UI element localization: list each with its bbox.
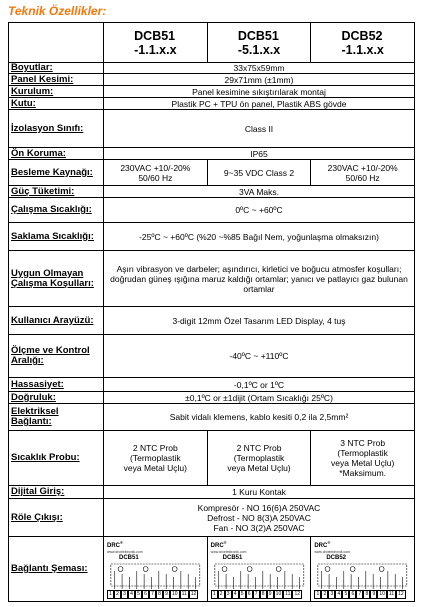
- terminal-number: 11: [388, 591, 395, 597]
- row-uygun-olmayan: [9, 251, 414, 307]
- model-header-row: [9, 23, 414, 63]
- model-col-3: DCB52 -1.1.x.x: [341, 28, 384, 57]
- value-hassasiyet: -0,1ºC or 1ºC: [233, 379, 285, 390]
- diagram-url: www.drcelektronik.com: [210, 550, 247, 554]
- terminal-number: 9: [267, 590, 274, 599]
- value-besleme-3: 230VAC +10/-20% 50/60 Hz: [327, 162, 398, 183]
- value-kutu: Plastik PC + TPU ön panel, Plastik ABS gövde: [171, 98, 347, 109]
- header-blank-cell: [9, 23, 104, 62]
- registered-mark: ®: [327, 540, 331, 545]
- terminal-number: 1: [107, 590, 114, 599]
- value-calisma: 0ºC ~ +60ºC: [235, 205, 283, 215]
- terminal-number: 6: [142, 590, 149, 599]
- value-dogruluk: ±0,1ºC or ±1dijit (Ortam Sıcaklığı 25ºC): [185, 392, 333, 403]
- label-sicaklik-probu: Sıcaklık Probu:: [9, 431, 104, 485]
- wiring-diagram-2: [208, 537, 312, 601]
- diagram-component: [325, 567, 330, 572]
- terminal-number: 12: [190, 591, 197, 597]
- terminal-number: 1: [211, 590, 218, 599]
- terminal-number: 6: [349, 590, 356, 599]
- value-dijital: 1 Kuru Kontak: [232, 487, 286, 497]
- terminal-number: 9: [370, 590, 377, 599]
- label-arayuz: Kullanıcı Arayüzü:: [9, 307, 104, 334]
- registered-mark: ®: [223, 540, 227, 545]
- diagram-component: [118, 567, 123, 572]
- terminal-strip: [107, 590, 204, 599]
- row-elektriksel: [9, 404, 414, 431]
- terminal-number: 4: [232, 590, 239, 599]
- value-prob-2: 2 NTC Prob (Termoplastik veya Metal Uçlu): [208, 431, 312, 485]
- label-kurulum: Kurulum:: [9, 86, 104, 97]
- row-calisma: [9, 198, 414, 223]
- value-elektriksel: Sabit vidalı klemens, kablo kesiti 0,2 ila 2,5mm²: [169, 412, 349, 422]
- diagram-brand: DRC®: [107, 540, 123, 549]
- terminal-number: 10: [172, 591, 178, 597]
- value-prob-3: 3 NTC Prob (Termoplastik veya Metal Uçlu) *Maksimum.: [331, 438, 395, 478]
- terminal-strip: [211, 590, 308, 599]
- value-role: Kompresör - NO 16(6)A 250VAC Defrost - NO 8(3)A 250VAC Fan - NO 3(2)A 250VAC: [197, 502, 321, 533]
- terminal-number: 3: [225, 590, 232, 599]
- terminal-number: 8: [363, 590, 370, 599]
- row-kutu: [9, 98, 414, 110]
- terminal-number: 4: [335, 590, 342, 599]
- terminal-number: 3: [328, 590, 335, 599]
- row-dijital: [9, 486, 414, 499]
- diagram-model: DCB51: [222, 555, 243, 561]
- value-saklama: -25ºC ~ +60ºC (%20 ~%85 Bağıl Nem, yoğunlaşma olmaksızın): [139, 231, 379, 242]
- diagram-frame: [215, 564, 304, 586]
- row-boyutlar: [9, 63, 414, 74]
- label-dijital: Dijital Giriş:: [9, 486, 104, 498]
- label-izolasyon: İzolasyon Sınıfı:: [9, 110, 104, 147]
- value-prob-1: 2 NTC Prob (Termoplastik veya Metal Uçlu): [104, 431, 208, 485]
- row-izolasyon: [9, 110, 414, 148]
- terminal-number: 11: [181, 591, 187, 597]
- value-besleme-2: 9~35 VDC Class 2: [208, 160, 312, 185]
- label-panel-kesimi: Panel Kesimi:: [9, 74, 104, 85]
- terminal-number: 7: [253, 590, 260, 599]
- value-boyutlar: 33x75x59mm: [233, 63, 285, 73]
- wiring-diagrams: [104, 537, 414, 601]
- row-kurulum: [9, 86, 414, 98]
- label-uygun-olmayan: Uygun Olmayan Çalışma Koşulları:: [9, 251, 104, 306]
- diagram-url: www.drcelektronik.com: [314, 550, 351, 554]
- terminal-number: 6: [246, 590, 253, 599]
- diagram-brand: DRC®: [210, 540, 227, 549]
- row-guc: [9, 186, 414, 198]
- diagram-url: www.drcelektronik.com: [107, 550, 143, 554]
- row-besleme: [9, 160, 414, 186]
- terminal-number: 2: [114, 590, 121, 599]
- terminal-number: 10: [275, 591, 282, 597]
- label-boyutlar: Boyutlar:: [9, 63, 104, 73]
- terminal-number: 9: [163, 590, 170, 599]
- label-saklama: Saklama Sıcaklığı:: [9, 223, 104, 250]
- terminal-number: 12: [294, 591, 300, 597]
- diagram-frame: [318, 564, 407, 586]
- value-olcme: -40ºC ~ +110ºC: [229, 351, 289, 361]
- label-olcme: Ölçme ve Kontrol Aralığı:: [9, 335, 104, 377]
- terminal-number: 10: [379, 591, 385, 597]
- diagram-component: [276, 567, 281, 572]
- diagram-brand: DRC®: [314, 540, 331, 549]
- value-izolasyon: Class II: [244, 123, 274, 134]
- diagram-component: [222, 567, 227, 572]
- terminal-number: 8: [260, 590, 267, 599]
- value-panel-kesimi: 29x71mm (±1mm): [224, 74, 294, 85]
- terminal-number: 2: [218, 590, 225, 599]
- row-hassasiyet: [9, 378, 414, 392]
- terminal-number: 7: [356, 590, 363, 599]
- row-panel-kesimi: [9, 74, 414, 86]
- label-guc: Güç Tüketimi:: [9, 186, 104, 197]
- value-kurulum: Panel kesimine sıkıştırılarak montaj: [192, 86, 326, 97]
- value-arayuz: 3-digit 12mm Özel Tasarım LED Display, 4 tuş: [172, 315, 346, 326]
- row-role: [9, 499, 414, 537]
- row-sicaklik-probu: [9, 431, 414, 486]
- terminal-number: 5: [239, 590, 246, 599]
- page-heading: Teknik Özellikler:: [8, 4, 107, 18]
- diagram-component: [172, 567, 177, 572]
- label-besleme: Besleme Kaynağı:: [9, 160, 104, 185]
- diagram-model: DCB51: [119, 555, 139, 561]
- wiring-schematic-icon: [211, 563, 308, 589]
- spec-table: [8, 22, 415, 602]
- label-role: Röle Çıkışı:: [9, 499, 104, 536]
- value-guc: 3VA Maks.: [239, 186, 279, 197]
- terminal-number: 7: [149, 590, 156, 599]
- diagram-frame: [111, 564, 200, 586]
- terminal-number: 1: [314, 590, 321, 599]
- row-dogruluk: [9, 392, 414, 404]
- terminal-number: 5: [135, 590, 142, 599]
- registered-mark: ®: [120, 540, 123, 545]
- terminal-number: 5: [342, 590, 349, 599]
- diagram-component: [247, 567, 252, 572]
- model-col-2: DCB51 -5.1.x.x: [208, 23, 312, 62]
- row-saklama: [9, 223, 414, 251]
- value-uygun-olmayan: Aşırı vibrasyon ve darbeler; aşındırıcı, kirletici ve boğucu atmosfer koşulları; doğrudan güneş ışığına maruz kaldığı ortamlar; yanıcı ve patlayıcı gaz bulunan ortamlar: [110, 263, 408, 294]
- label-baglanti: Bağlantı Şeması:: [9, 537, 104, 601]
- label-kutu: Kutu:: [9, 98, 104, 109]
- label-calisma: Çalışma Sıcaklığı:: [9, 198, 104, 222]
- row-olcme: [9, 335, 414, 378]
- terminal-number: 2: [321, 590, 328, 599]
- diagram-component: [351, 567, 356, 572]
- wiring-diagram-1: [104, 537, 208, 601]
- row-arayuz: [9, 307, 414, 335]
- wiring-schematic-icon: [107, 563, 204, 589]
- label-hassasiyet: Hassasiyet:: [9, 378, 104, 391]
- label-dogruluk: Doğruluk:: [9, 392, 104, 403]
- diagram-component: [380, 567, 385, 572]
- terminal-number: 4: [128, 590, 135, 599]
- label-on-koruma: Ön Koruma:: [9, 148, 104, 159]
- wiring-schematic-icon: [314, 563, 411, 589]
- value-besleme-1: 230VAC +10/-20% 50/60 Hz: [104, 160, 208, 185]
- label-elektriksel: Elektriksel Bağlantı:: [9, 404, 104, 430]
- model-col-1: DCB51 -1.1.x.x: [104, 23, 208, 62]
- diagram-model: DCB52: [326, 555, 347, 561]
- value-on-koruma: IP65: [250, 148, 268, 159]
- diagram-component: [143, 567, 148, 572]
- terminal-strip: [314, 590, 411, 599]
- terminal-number: 12: [398, 591, 404, 597]
- row-baglanti: [9, 537, 414, 601]
- terminal-number: 11: [285, 591, 291, 597]
- row-on-koruma: [9, 148, 414, 160]
- terminal-number: 8: [156, 590, 163, 599]
- terminal-number: 3: [121, 590, 128, 599]
- wiring-diagram-3: [311, 537, 414, 601]
